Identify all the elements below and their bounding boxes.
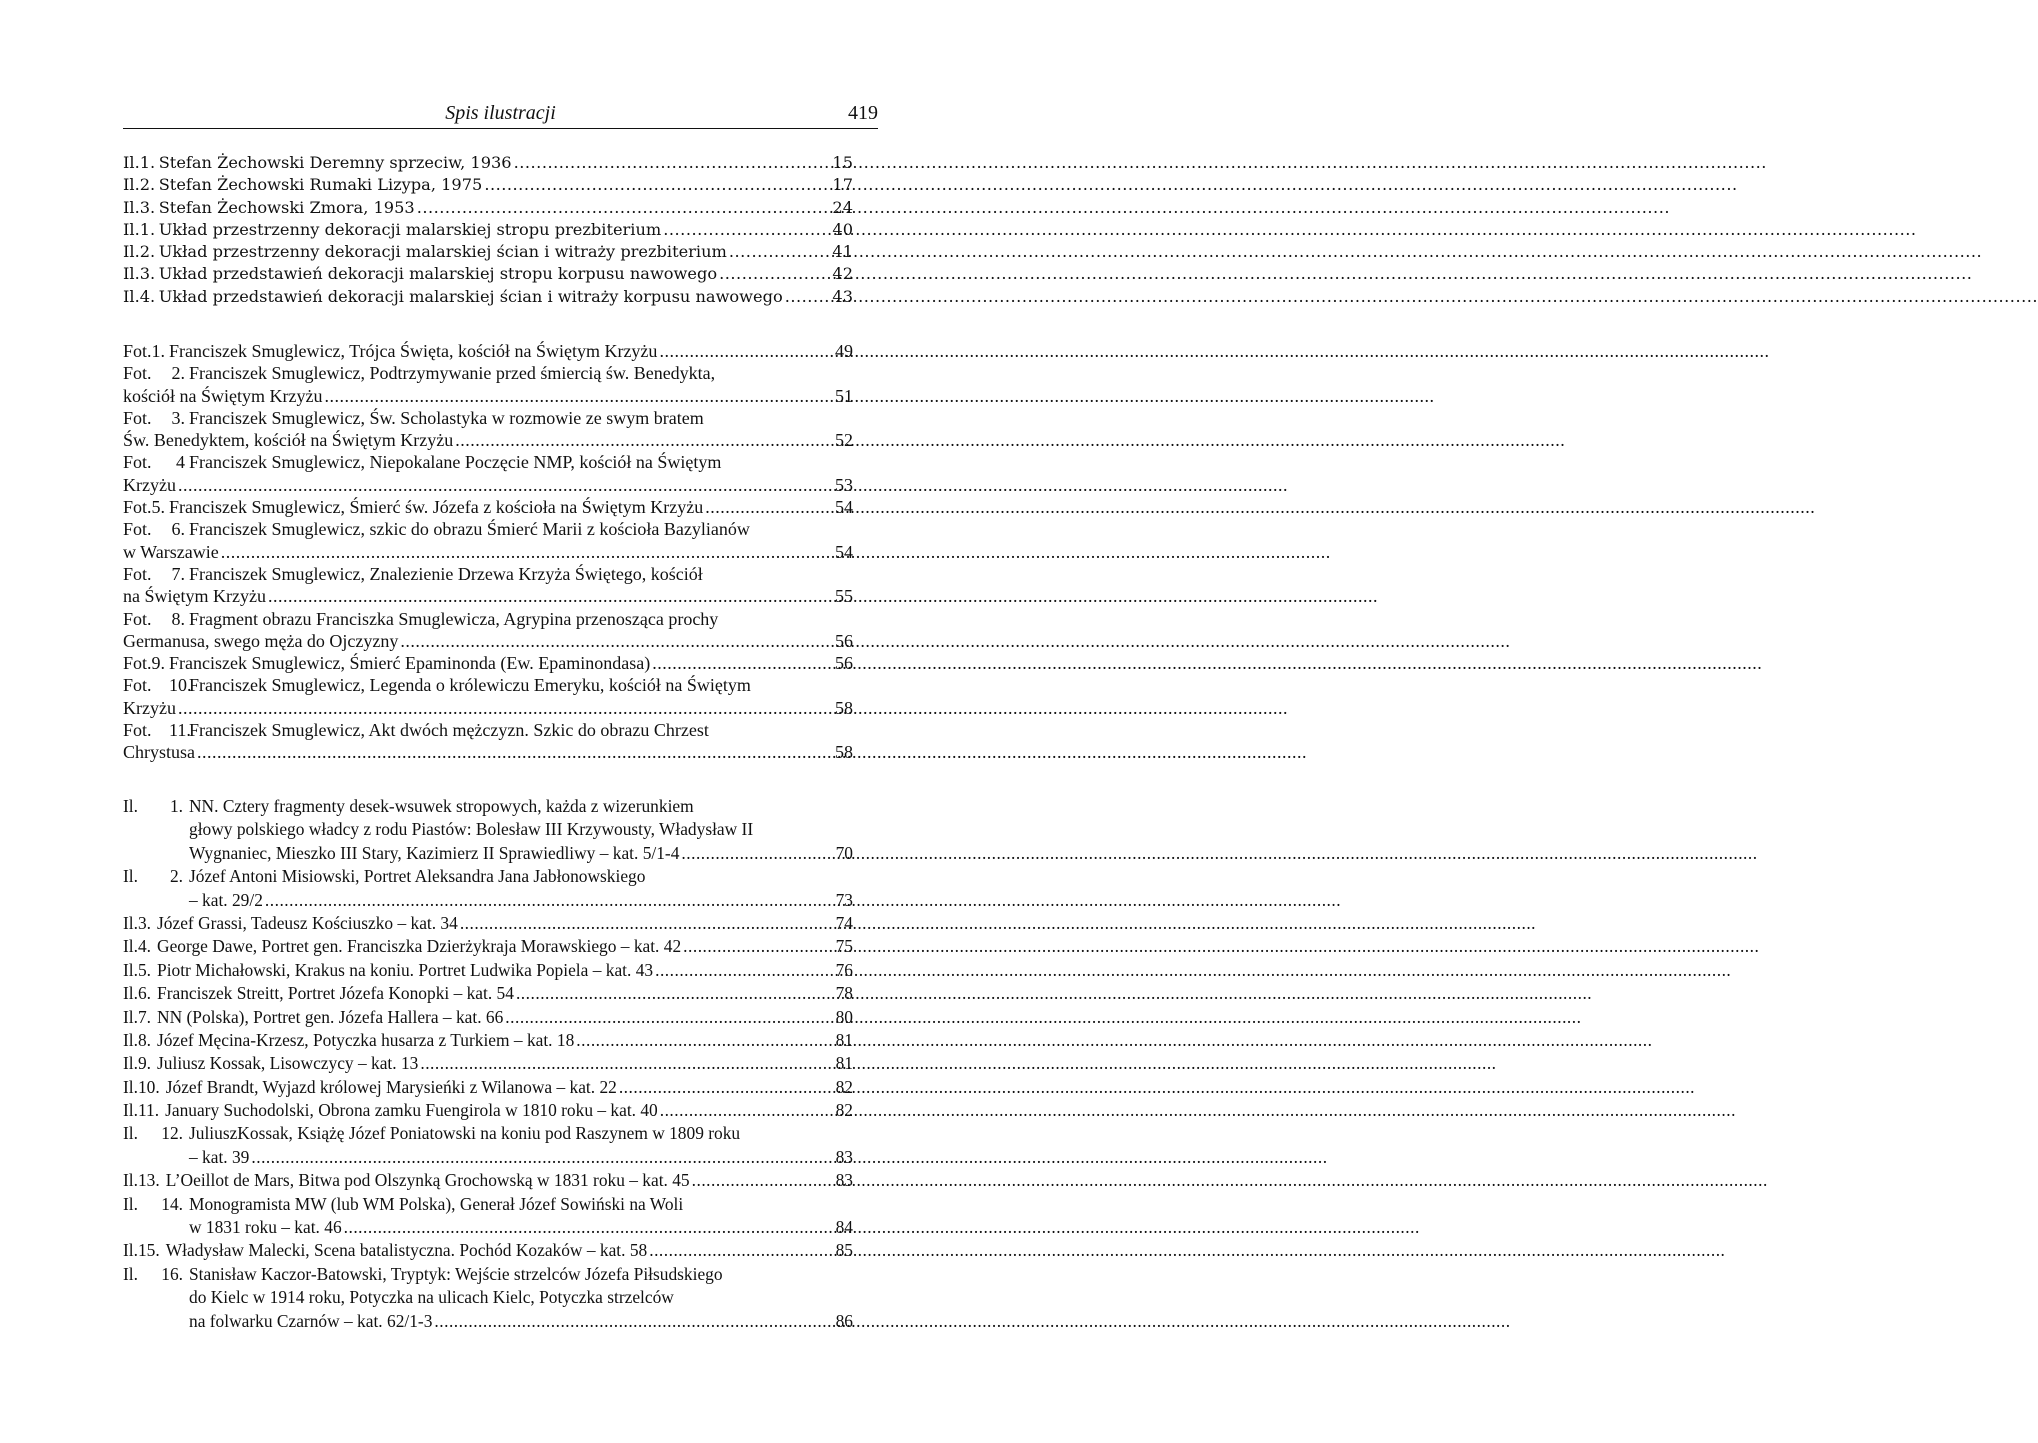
dot-leader — [681, 842, 821, 865]
dot-leader — [221, 541, 821, 563]
entry-text: kościół na Świętym Krzyżu — [123, 385, 323, 406]
entry-text: Stefan Żechowski Rumaki Lizypa, 1975 — [158, 175, 483, 195]
list-item — [123, 407, 853, 452]
entry-text: na folwarku Czarnów – kat. 62/1-3 — [189, 1310, 433, 1331]
entry-label: Il. — [123, 1240, 138, 1261]
entry-line — [123, 719, 853, 741]
entry-page: 84 — [835, 1217, 853, 1238]
entry-line — [123, 630, 853, 652]
entry-text: Józef Męcina-Krzesz, Potyczka husarza z Turkiem – kat. 18 — [157, 1029, 575, 1050]
entry-label: Fot. — [123, 720, 152, 741]
entry-line — [123, 935, 853, 958]
entry-text: Chrystusa — [123, 742, 195, 763]
dot-leader — [178, 697, 821, 719]
entry-number: 11. — [137, 1100, 160, 1121]
dot-leader — [324, 385, 821, 407]
entry-line — [123, 795, 853, 818]
dot-leader — [417, 197, 821, 219]
list-item — [123, 1099, 853, 1122]
entry-text: Józef Brandt, Wyjazd królowej Marysieńki z Wilanowa – kat. 22 — [165, 1076, 617, 1097]
list-item — [123, 1006, 853, 1029]
list-item — [123, 935, 853, 958]
dot-leader — [660, 1099, 821, 1122]
list-item — [123, 563, 853, 608]
entry-line — [123, 741, 853, 763]
dot-leader — [178, 474, 821, 496]
dot-leader — [619, 1076, 821, 1099]
header-title: Spis ilustracji — [445, 102, 556, 124]
entry-label: Il. — [123, 983, 138, 1004]
entry-line — [123, 241, 853, 263]
entry-label: Il. — [123, 219, 140, 239]
entry-page: 24 — [832, 197, 853, 217]
entry-line — [123, 842, 853, 865]
entry-label: Fot. — [123, 497, 152, 518]
entry-line — [123, 451, 853, 473]
list-item — [123, 518, 853, 563]
entry-number: 2. — [169, 866, 183, 887]
entry-number: 5. — [151, 497, 166, 518]
entry-number: 16. — [161, 1263, 183, 1284]
entry-page: 70 — [835, 842, 853, 863]
entry-text: Józef Antoni Misiowski, Portret Aleksandra Jana Jabłonowskiego — [189, 866, 646, 887]
entry-line — [123, 563, 853, 585]
entry-text: Stanisław Kaczor-Batowski, Tryptyk: Wejście strzelców Józefa Piłsudskiego — [189, 1263, 723, 1284]
entry-text: L’Oeillot de Mars, Bitwa pod Olszynką Grochowską w 1831 roku – kat. 45 — [165, 1170, 690, 1191]
entry-number: 1. — [151, 341, 166, 361]
entry-label: Il. — [123, 1170, 138, 1191]
entry-line — [123, 818, 853, 841]
entry-line — [123, 1239, 853, 1262]
list-item — [123, 197, 853, 219]
dot-leader — [652, 652, 821, 674]
dot-leader — [576, 1029, 821, 1052]
entry-number: 1. — [139, 153, 156, 172]
list-item — [123, 1193, 853, 1240]
entry-page: 81 — [835, 1053, 853, 1074]
list-item — [123, 219, 853, 241]
entry-label: Il. — [123, 1263, 138, 1284]
entry-page: 15 — [832, 153, 853, 172]
entry-page: 54 — [835, 497, 853, 518]
dot-leader — [251, 1146, 821, 1169]
entry-number: 9. — [137, 1053, 152, 1074]
list-item — [123, 286, 853, 308]
entry-page: 41 — [832, 242, 853, 262]
entry-text: Układ przestrzenny dekoracji malarskiej ścian i witraży prezbiterium — [158, 242, 727, 262]
entry-line — [123, 496, 853, 518]
page-number: 419 — [848, 102, 878, 124]
entry-page: 53 — [835, 474, 853, 495]
entry-line — [123, 1216, 853, 1239]
entry-line — [123, 152, 853, 174]
list-item — [123, 795, 853, 865]
entry-line — [123, 385, 853, 407]
entry-text: Franciszek Smuglewicz, Św. Scholastyka w rozmowie ze swym bratem — [189, 407, 704, 428]
list-item — [123, 362, 853, 407]
dot-leader — [344, 1216, 821, 1239]
entry-line — [123, 674, 853, 696]
entry-label: Fot. — [123, 519, 152, 540]
entry-number: 6. — [171, 519, 185, 540]
entry-number: 8. — [171, 608, 185, 629]
entry-page: 49 — [835, 341, 853, 361]
entry-line — [123, 362, 853, 384]
entry-text: Franciszek Smuglewicz, Podtrzymywanie przed śmiercią św. Benedykta, — [189, 363, 716, 384]
entry-label: Il. — [123, 1006, 138, 1027]
entry-line — [123, 1169, 853, 1192]
entry-label: Il. — [123, 959, 138, 980]
dot-leader — [197, 741, 821, 763]
entry-number: 7. — [171, 563, 185, 584]
entry-line — [123, 1263, 853, 1286]
dot-leader — [400, 630, 821, 652]
dot-leader — [655, 959, 821, 982]
entry-label: Il. — [123, 936, 138, 957]
entry-line — [123, 429, 853, 451]
entry-page: 42 — [832, 264, 853, 284]
entry-number: 1. — [139, 219, 156, 239]
entry-line — [123, 1286, 853, 1309]
entry-label: Il. — [123, 796, 138, 816]
illustrations-list-2 — [123, 795, 853, 1333]
entry-label: Il. — [123, 286, 140, 306]
entry-text: NN. Cztery fragmenty desek-wsuwek stropowych, każda z wizerunkiem — [189, 796, 694, 816]
entry-page: 85 — [835, 1240, 853, 1261]
entry-line — [123, 1099, 853, 1122]
entry-label: Fot. — [123, 363, 152, 384]
entry-page: 75 — [835, 936, 853, 957]
entry-label: Fot. — [123, 407, 152, 428]
entry-text: Franciszek Smuglewicz, Śmierć Epaminonda (Ew. Epaminondasa) — [169, 653, 651, 674]
entry-text: Germanusa, swego męża do Ojczyzny — [123, 630, 399, 651]
list-item — [123, 152, 853, 174]
entry-line — [123, 219, 853, 241]
entry-line — [123, 407, 853, 429]
entry-label: Il. — [123, 912, 138, 933]
entry-label: Il. — [123, 264, 140, 284]
entry-page: 74 — [835, 912, 853, 933]
entry-line — [123, 286, 853, 308]
entry-label: Il. — [123, 175, 140, 195]
list-item — [123, 496, 853, 518]
entry-line — [123, 865, 853, 888]
entry-number: 3. — [137, 912, 152, 933]
entry-text: JuliuszKossak, Książę Józef Poniatowski na koniu pod Raszynem w 1809 roku — [189, 1123, 741, 1144]
entry-text: Franciszek Smuglewicz, Niepokalane Poczęcie NMP, kościół na Świętym — [189, 452, 722, 473]
entry-number: 3. — [139, 197, 156, 217]
dot-leader — [484, 174, 821, 196]
entry-line — [123, 174, 853, 196]
entry-text: głowy polskiego władcy z rodu Piastów: Bolesław III Krzywousty, Władysław II — [189, 819, 754, 840]
entry-page: 83 — [835, 1170, 853, 1191]
entry-text: Franciszek Smuglewicz, Śmierć św. Józefa z kościoła na Świętym Krzyżu — [169, 497, 704, 518]
entry-number: 9. — [151, 653, 166, 674]
entry-page: 40 — [832, 219, 853, 239]
list-item — [123, 1239, 853, 1262]
entry-number: 4. — [139, 286, 156, 306]
entry-text: Monogramista MW (lub WM Polska), Generał Józef Sowiński na Woli — [189, 1193, 684, 1214]
entry-number: 3. — [139, 264, 156, 284]
entry-line — [123, 959, 853, 982]
entry-label: Il. — [123, 1100, 138, 1121]
entry-line — [123, 1193, 853, 1216]
list-item — [123, 1029, 853, 1052]
entry-line — [123, 1146, 853, 1169]
dot-leader — [455, 429, 821, 451]
entry-number: 12. — [161, 1123, 183, 1144]
entry-text: Krzyżu — [123, 697, 176, 718]
entry-page: 55 — [835, 586, 853, 607]
dot-leader — [514, 152, 821, 174]
list-item — [123, 340, 853, 362]
entry-line — [123, 541, 853, 563]
entry-text: Franciszek Smuglewicz, Znalezienie Drzewa Krzyża Świętego, kościół — [189, 563, 703, 584]
list-item — [123, 982, 853, 1005]
entry-label: Il. — [123, 1123, 138, 1144]
entry-label: Il. — [123, 1029, 138, 1050]
entry-page: 52 — [835, 430, 853, 451]
entry-page: 56 — [835, 653, 853, 674]
entry-text: Władysław Malecki, Scena batalistyczna. Pochód Kozaków – kat. 58 — [165, 1240, 648, 1261]
dot-leader — [649, 1239, 821, 1262]
entry-page: 54 — [835, 541, 853, 562]
entry-text: – kat. 29/2 — [189, 889, 263, 910]
entry-text: Układ przedstawień dekoracji malarskiej stropu korpusu nawowego — [158, 264, 718, 284]
list-item — [123, 1122, 853, 1169]
entry-label: Il. — [123, 1193, 138, 1214]
list-item — [123, 1076, 853, 1099]
entry-number: 13. — [137, 1170, 160, 1191]
dot-leader — [659, 340, 821, 362]
entry-page: 80 — [835, 1006, 853, 1027]
entry-label: Fot. — [123, 341, 152, 361]
entry-text: Franciszek Smuglewicz, Legenda o królewiczu Emeryku, kościół na Świętym — [189, 675, 751, 696]
list-item — [123, 263, 853, 285]
entry-text: Stefan Żechowski Zmora, 1953 — [158, 197, 415, 217]
entry-number: 10. — [169, 675, 192, 696]
entry-line — [123, 982, 853, 1005]
list-item — [123, 174, 853, 196]
list-item — [123, 912, 853, 935]
entry-line — [123, 1076, 853, 1099]
entry-line — [123, 697, 853, 719]
list-item — [123, 674, 853, 719]
dot-leader — [434, 1310, 821, 1333]
entry-number: 1. — [169, 796, 183, 816]
entry-label: Il. — [123, 1076, 138, 1097]
entry-number: 6. — [137, 983, 152, 1004]
entry-text: Franciszek Streitt, Portret Józefa Konopki – kat. 54 — [157, 983, 514, 1004]
entry-text: – kat. 39 — [189, 1146, 250, 1167]
dot-leader — [705, 496, 821, 518]
entry-page: 58 — [835, 697, 853, 718]
entry-line — [123, 263, 853, 285]
dot-leader — [683, 935, 821, 958]
running-header — [123, 98, 878, 129]
entry-text: Stefan Żechowski Deremny sprzeciw, 1936 — [158, 153, 512, 172]
dot-leader — [265, 889, 821, 912]
entry-line — [123, 1310, 853, 1333]
dot-leader — [692, 1169, 821, 1192]
dot-leader — [729, 241, 821, 263]
entry-text: Układ przedstawień dekoracji malarskiej ścian i witraży korpusu nawowego — [158, 286, 783, 306]
entry-text: January Suchodolski, Obrona zamku Fuengirola w 1810 roku – kat. 40 — [165, 1100, 658, 1121]
illustrations-list-1 — [123, 152, 853, 308]
entry-line — [123, 889, 853, 912]
photos-list — [123, 340, 853, 764]
entry-line — [123, 1122, 853, 1145]
entry-text: do Kielc w 1914 roku, Potyczka na ulicach Kielc, Potyczka strzelców — [189, 1287, 674, 1308]
entry-page: 17 — [832, 175, 853, 195]
entry-number: 11. — [169, 720, 191, 741]
entry-text: NN (Polska), Portret gen. Józefa Hallera – kat. 66 — [157, 1006, 504, 1027]
entry-page: 73 — [835, 889, 853, 910]
entry-page: 76 — [835, 959, 853, 980]
entry-text: Krzyżu — [123, 474, 176, 495]
entry-text: Św. Benedyktem, kościół na Świętym Krzyżu — [123, 430, 454, 451]
dot-leader — [785, 286, 821, 308]
dot-leader — [420, 1052, 821, 1075]
entry-line — [123, 518, 853, 540]
list-item — [123, 652, 853, 674]
entry-number: 7. — [137, 1006, 152, 1027]
entry-line — [123, 340, 853, 362]
entry-line — [123, 474, 853, 496]
entry-text: George Dawe, Portret gen. Franciszka Dzierżykraja Morawskiego – kat. 42 — [157, 936, 682, 957]
entry-text: w 1831 roku – kat. 46 — [189, 1217, 342, 1238]
entry-number: 4 — [176, 452, 185, 473]
dot-leader — [719, 263, 821, 285]
entry-text: w Warszawie — [123, 541, 219, 562]
entry-page: 86 — [835, 1310, 853, 1331]
entry-number: 2. — [139, 242, 156, 262]
entry-page: 56 — [835, 630, 853, 651]
entry-text: Franciszek Smuglewicz, szkic do obrazu Śmierć Marii z kościoła Bazylianów — [189, 519, 750, 540]
entry-text: Franciszek Smuglewicz, Trójca Święta, kościół na Świętym Krzyżu — [169, 341, 658, 361]
entry-line — [123, 1029, 853, 1052]
entry-label: Il. — [123, 866, 138, 887]
entry-number: 5. — [137, 959, 152, 980]
list-item — [123, 451, 853, 496]
entry-line — [123, 585, 853, 607]
entry-label: Fot. — [123, 675, 152, 696]
entry-number: 15. — [137, 1240, 160, 1261]
list-item — [123, 608, 853, 653]
entry-label: Il. — [123, 197, 140, 217]
list-item — [123, 719, 853, 764]
entry-text: Układ przestrzenny dekoracji malarskiej stropu prezbiterium — [158, 219, 662, 239]
entry-number: 4. — [137, 936, 152, 957]
entry-number: 2. — [171, 363, 185, 384]
entry-page: 43 — [832, 286, 853, 306]
entry-line — [123, 1006, 853, 1029]
entry-page: 58 — [835, 742, 853, 763]
entry-page: 81 — [835, 1029, 853, 1050]
entry-text: Wygnaniec, Mieszko III Stary, Kazimierz II Sprawiedliwy – kat. 5/1-4 — [189, 842, 680, 863]
entry-page: 82 — [835, 1100, 853, 1121]
list-item — [123, 959, 853, 982]
list-item — [123, 241, 853, 263]
entry-line — [123, 197, 853, 219]
dot-leader — [663, 219, 821, 241]
dot-leader — [268, 585, 821, 607]
entry-label: Il. — [123, 1053, 138, 1074]
entry-label: Fot. — [123, 653, 152, 674]
entry-number: 3. — [171, 407, 185, 428]
entry-text: Juliusz Kossak, Lisowczycy – kat. 13 — [157, 1053, 419, 1074]
entry-line — [123, 1052, 853, 1075]
list-item — [123, 1169, 853, 1192]
entry-text: Fragment obrazu Franciszka Smuglewicza, Agrypina przenosząca prochy — [189, 608, 719, 629]
entry-text: Józef Grassi, Tadeusz Kościuszko – kat. 34 — [157, 912, 458, 933]
entry-label: Fot. — [123, 608, 152, 629]
entry-number: 8. — [137, 1029, 152, 1050]
entry-page: 82 — [835, 1076, 853, 1097]
dot-leader — [516, 982, 821, 1005]
entry-label: Il. — [123, 242, 140, 262]
entry-line — [123, 608, 853, 630]
entry-page: 78 — [835, 983, 853, 1004]
entry-line — [123, 652, 853, 674]
dot-leader — [460, 912, 821, 935]
entry-label: Fot. — [123, 452, 152, 473]
entry-number: 2. — [139, 175, 156, 195]
dot-leader — [505, 1006, 821, 1029]
entry-text: na Świętym Krzyżu — [123, 586, 266, 607]
entry-text: Franciszek Smuglewicz, Akt dwóch mężczyzn. Szkic do obrazu Chrzest — [189, 720, 709, 741]
entry-text: Piotr Michałowski, Krakus na koniu. Portret Ludwika Popiela – kat. 43 — [157, 959, 654, 980]
list-item — [123, 865, 853, 912]
entry-number: 10. — [137, 1076, 160, 1097]
entry-page: 51 — [835, 385, 853, 406]
entry-label: Fot. — [123, 563, 152, 584]
list-item — [123, 1263, 853, 1333]
entry-number: 14. — [161, 1193, 183, 1214]
list-item — [123, 1052, 853, 1075]
entry-page: 83 — [835, 1146, 853, 1167]
entry-line — [123, 912, 853, 935]
entry-label: Il. — [123, 153, 140, 172]
